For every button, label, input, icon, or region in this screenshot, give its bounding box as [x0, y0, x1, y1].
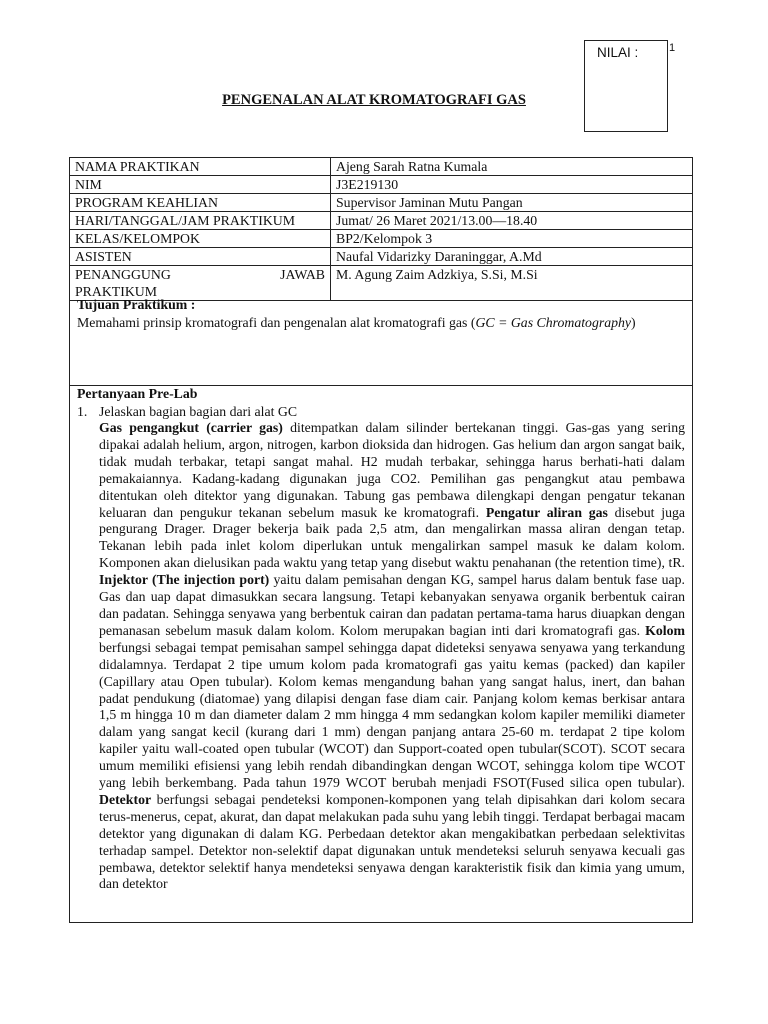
tujuan-text: [77, 314, 685, 332]
prelab-section: [69, 385, 693, 923]
page-number: 1: [669, 42, 676, 54]
table-row: [70, 194, 693, 212]
question-number: 1.: [77, 403, 88, 419]
tujuan-heading: Tujuan Praktikum :: [77, 297, 196, 312]
row-value: J3E219130: [331, 176, 693, 194]
answer-text: berfungsi sebagai tempat pemisahan sampel sehingga dapat dideteksi senyawa senyawa yang terkandung didalamnya. Terdapat 2 tipe umum kolom pada kromatografi gas yaitu kemas (packed) dan kapiler (Capillary atau Open tubular). Kolom kemas mengandung bahan yang sangat halus, inert, dan bahan padat pendukung (diatomae) yang dilapisi dengan fase diam cair. Panjang kolom kemas berkisar antara 1,5 m hingga 10 m dan diameter dalam 2 mm hingga 4 mm sedangkan kolom kapiler memiliki diameter dalam yang sangat kecil (kurang dari 1 mm) dengan panjang antara 25-60 m. terdapat 2 tipe kolom kapiler yaitu wall-coated open tubular (WCOT) dan Support-coated open tubular(SCOT). SCOT secara umum memiliki efisiensi yang lebih rendah dibandingkan dengan WCOT, sehingga kolom tipe WCOT yang lebih berkembang. Pada tahun 1979 WCOT berubah menjadi FSOT(Fused silica open tubular).: [99, 639, 685, 791]
row-label: PROGRAM KEAHLIAN: [70, 194, 331, 212]
penanggung-label-left: PENANGGUNG: [75, 267, 171, 282]
row-label: HARI/TANGGAL/JAM PRAKTIKUM: [70, 212, 331, 230]
answer-term: Gas pengangkut (carrier gas): [99, 420, 283, 435]
tujuan-text-italic: GC = Gas Chromatography: [475, 314, 632, 330]
nilai-label: NILAI :: [597, 45, 639, 60]
document-title: PENGENALAN ALAT KROMATOGRAFI GAS: [222, 92, 526, 108]
table-row: [70, 248, 693, 266]
answer-term: Injektor (The injection port): [99, 572, 270, 588]
penanggung-label-right: JAWAB: [280, 267, 325, 282]
answer-text: ditempatkan dalam silinder bertekanan tinggi. Gas-gas yang sering dipakai adalah helium, argon, nitrogen, karbon dioksida dan hidrogen. Gas helium dan argon sangat baik, tidak mudah terbakar, tetapi sangat mahal. H2 mudah terbakar, sehingga harus berhati-hati dalam pemakaiannya. Kadang-kadang digunakan juga CO2. Pemilihan gas pengangkut atau pembawa ditentukan oleh ditektor yang digunakan. Tabung gas pembawa dilengkapi dengan pengatur tekanan keluaran dan pengukur tekanan sebelum masuk ke kromatografi.: [99, 420, 685, 520]
row-value: Ajeng Sarah Ratna Kumala: [331, 158, 693, 176]
row-label: NIM: [70, 176, 331, 194]
answer-text: yaitu dalam pemisahan dengan KG, sampel harus dalam bentuk fase uap. Gas dan uap dapat dimasukkan secara langsung. Tetapi kebanyakan senyawa organik berbentuk cairan dan padatan. Sehingga senyawa yang berbentuk cairan dan padatan pertama-tama harus diuapkan dengan pemanasan sebelum masuk dalam kolom. Kolom merupakan bagian inti dari kromatografi gas.: [99, 572, 685, 638]
answer-text: disebut juga pengurang Drager. Drager bekerja baik pada 2,5 atm, dan mengalirkan massa aliran dengan tetap. Tekanan lebih pada inlet kolom diperlukan untuk mengalirkan sampel masuk ke dalam kolom. Komponen akan dielusikan pada waktu yang tetap yang disebut waktu penahanan (the retention time), tR.: [99, 504, 685, 571]
table-row: [70, 176, 693, 194]
info-table: [69, 157, 693, 301]
table-row: [70, 230, 693, 248]
tujuan-text-prefix: Memahami prinsip kromatografi dan pengenalan alat kromatografi gas (: [77, 314, 476, 330]
row-value: Jumat/ 26 Maret 2021/13.00—18.40: [331, 212, 693, 230]
answer-paragraph: [99, 420, 685, 893]
row-value: Naufal Vidarizky Daraninggar, A.Md: [331, 248, 693, 266]
row-label: KELAS/KELOMPOK: [70, 230, 331, 248]
row-value: BP2/Kelompok 3: [331, 230, 693, 248]
row-value: M. Agung Zaim Adzkiya, S.Si, M.Si: [331, 266, 693, 301]
nilai-box: [584, 40, 668, 132]
row-label: NAMA PRAKTIKAN: [70, 158, 331, 176]
answer-term: Pengatur aliran gas: [485, 504, 608, 520]
table-row: [70, 158, 693, 176]
tujuan-section: [69, 296, 693, 386]
prelab-heading: Pertanyaan Pre-Lab: [77, 386, 198, 401]
row-value: Supervisor Jaminan Mutu Pangan: [331, 194, 693, 212]
penanggung-label-second: PRAKTIKUM: [75, 284, 158, 299]
row-label: ASISTEN: [70, 248, 331, 266]
answer-term: Detektor: [99, 791, 152, 807]
answer-term: Kolom: [645, 622, 685, 638]
table-row: [70, 212, 693, 230]
question-item: [77, 403, 685, 421]
question-text: Jelaskan bagian bagian dari alat GC: [99, 403, 298, 419]
tujuan-text-suffix: ): [631, 314, 636, 330]
answer-text: berfungsi sebagai pendeteksi komponen-komponen yang telah dipisahkan dari kolom secara terus-menerus, cepat, akurat, dan dapat melakukan pada suhu yang lebih tinggi. Terdapat berbagai macam detektor yang digunakan di dalam KG. Perbedaan detektor akan mengakibatkan perbedaan selektivitas terhadap sampel. Detektor non-selektif dapat digunakan untuk mendeteksi seluruh senyawa kecuali gas pembawa, detektor selektif hanya mendeteksi senyawa dengan karakteristik fisik dan kimia yang umum, dan detektor: [99, 791, 685, 892]
